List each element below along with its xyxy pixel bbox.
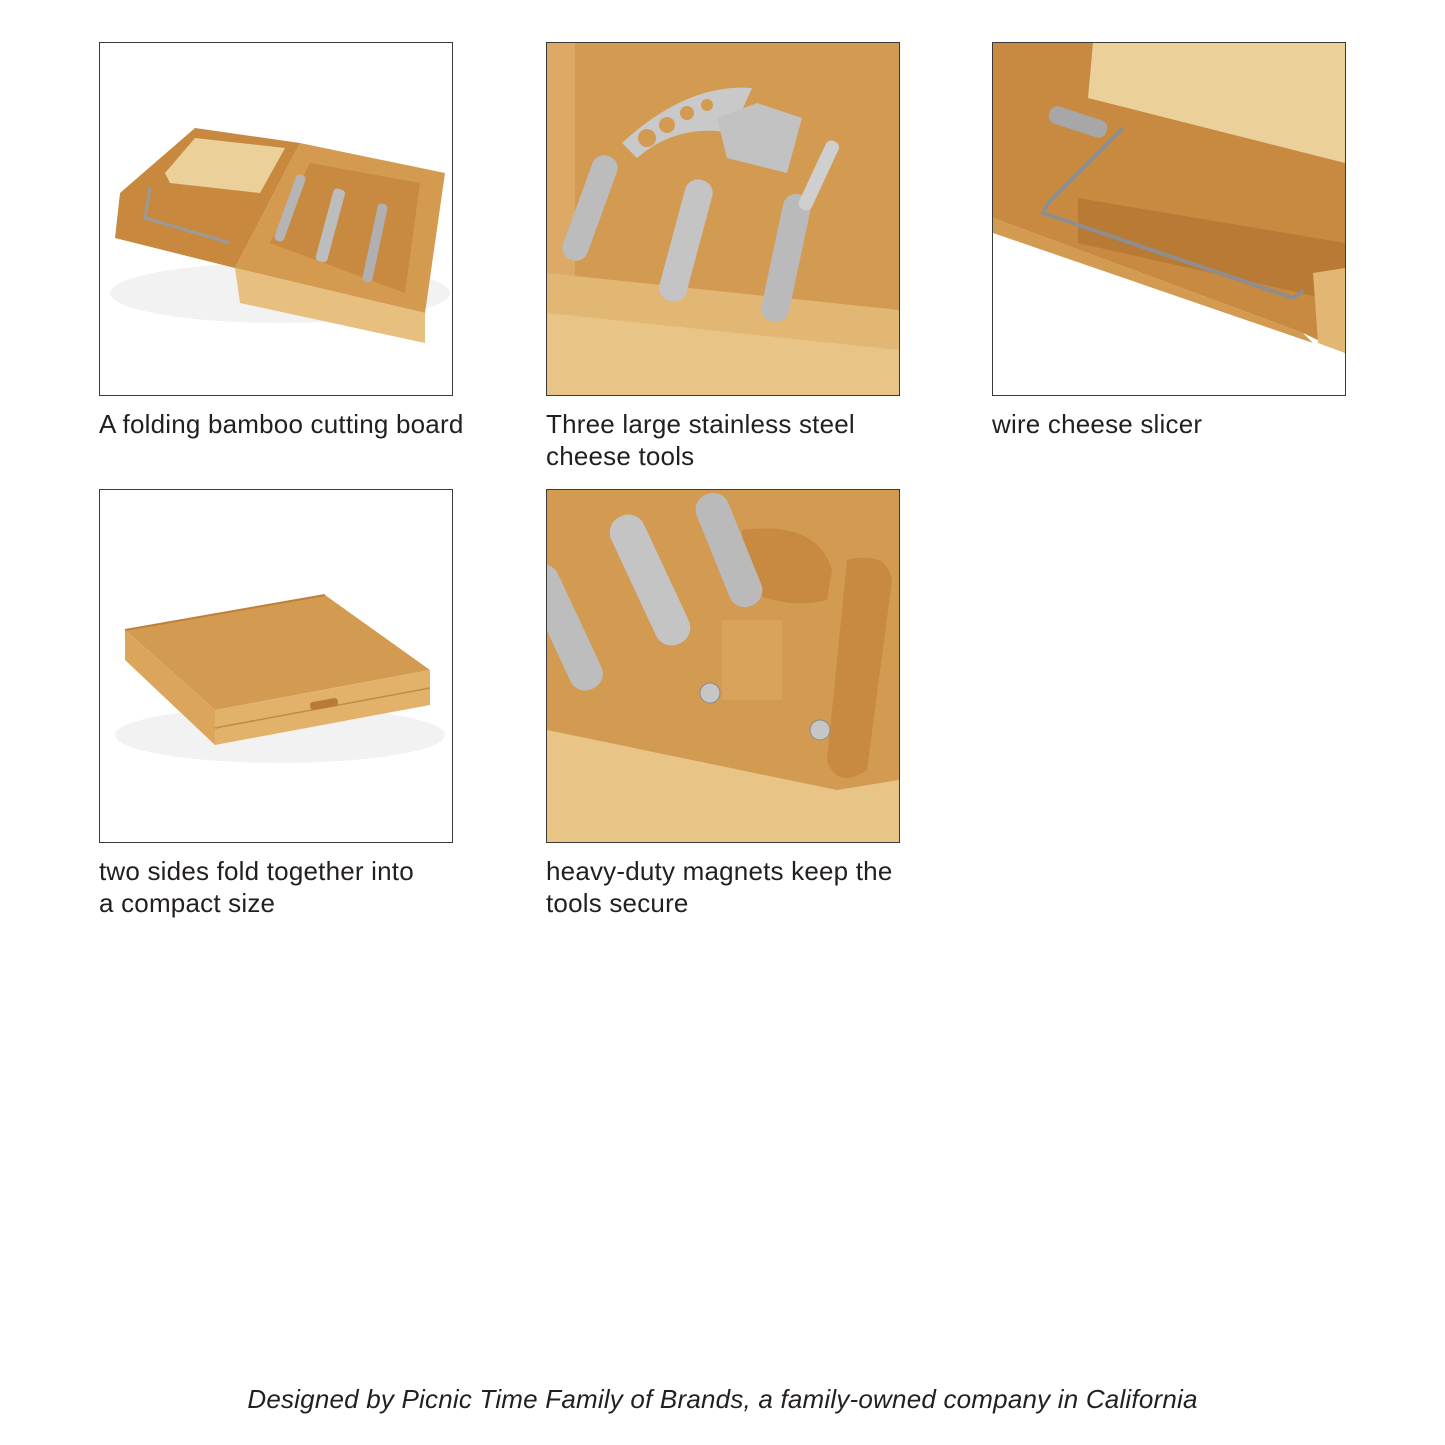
caption: two sides fold together into a compact size <box>99 856 414 918</box>
wire-slicer-illustration <box>993 43 1345 395</box>
feature-tile-cheese-tools <box>546 42 900 472</box>
caption: wire cheese slicer <box>992 409 1203 439</box>
feature-tile-wire-slicer <box>992 42 1346 440</box>
caption: Three large stainless steel cheese tools <box>546 409 855 471</box>
product-photo-folded-board <box>99 489 453 843</box>
caption: A folding bamboo cutting board <box>99 409 464 439</box>
folded-board-illustration <box>100 490 452 842</box>
open-board-illustration <box>100 43 452 395</box>
brand-footer: Designed by Picnic Time Family of Brands, a family-owned company in California <box>247 1384 1198 1414</box>
product-photo-magnets <box>546 489 900 843</box>
feature-tile-magnets <box>546 489 900 919</box>
magnets-illustration <box>547 490 899 842</box>
product-photo-wire-slicer <box>992 42 1346 396</box>
product-photo-open-board <box>99 42 453 396</box>
cheese-tools-illustration <box>547 43 899 395</box>
feature-tile-folding-board <box>99 42 464 440</box>
feature-tile-compact-fold <box>99 489 453 919</box>
caption: heavy-duty magnets keep the tools secure <box>546 856 893 918</box>
product-photo-cheese-tools <box>546 42 900 396</box>
